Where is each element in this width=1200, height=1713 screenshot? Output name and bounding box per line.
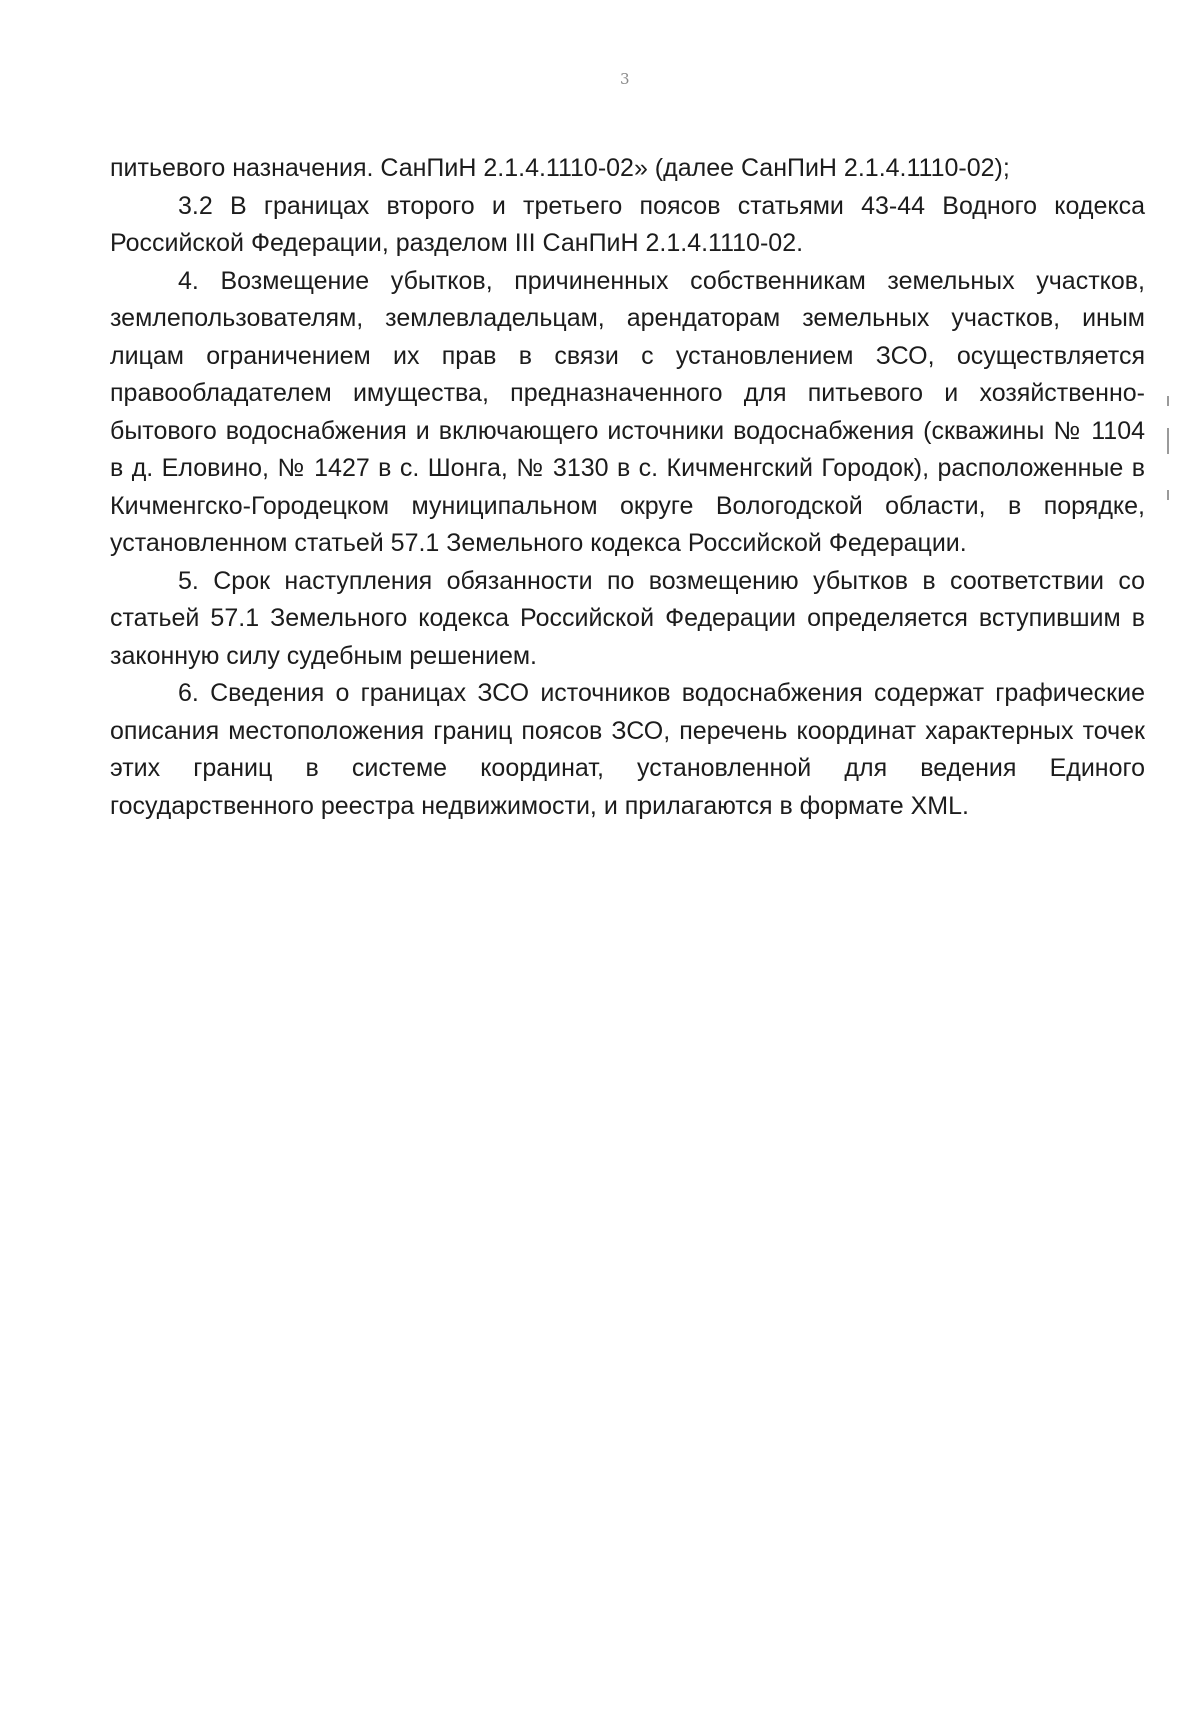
page-number: 3: [620, 70, 630, 88]
paragraph-6: 6. Сведения о границах ЗСО источников водоснабжения содержат графические описания местоположения границ поясов ЗСО, перечень координат характерных точек этих границ в системе координат, установленной для ведения Единого государственного реестра недвижимости, и прилагаются в формате XML.: [110, 679, 1145, 820]
paragraph-continuation: питьевого назначения. СанПиН 2.1.4.1110-02» (далее СанПиН 2.1.4.1110-02);: [110, 154, 1010, 182]
paragraph-5: 5. Срок наступления обязанности по возмещению убытков в соответствии со статьей 57.1 Земельного кодекса Российской Федерации определяется вступившим в законную силу судебным решением.: [110, 566, 1145, 670]
scan-margin-mark: [1167, 396, 1169, 406]
scan-margin-mark: [1167, 490, 1169, 500]
paragraph-4: 4. Возмещение убытков, причиненных собственникам земельных участков, землепользователям, землевладельцам, арендаторам земельных участков, иным лицам ограничением их прав в связи с установлением ЗСО, осуществляется правообладателем имущества, предназначенного для питьевого и хозяйственно-бытового водоснабжения и включающего источники водоснабжения (скважины № 1104 в д. Еловино, № 1427 в с. Шонга, № 3130 в с. Кичменгский Городок), расположенные в Кичменгско-Городецком муниципальном округе Вологодской области, в порядке, установленном статьей 57.1 Земельного кодекса Российской Федерации.: [110, 266, 1145, 557]
paragraph-3-2: 3.2 В границах второго и третьего поясов статьями 43-44 Водного кодекса Российской Федерации, разделом III СанПиН 2.1.4.1110-02.: [110, 191, 1145, 257]
document-body: [110, 150, 1145, 825]
scan-margin-mark: [1167, 428, 1169, 454]
